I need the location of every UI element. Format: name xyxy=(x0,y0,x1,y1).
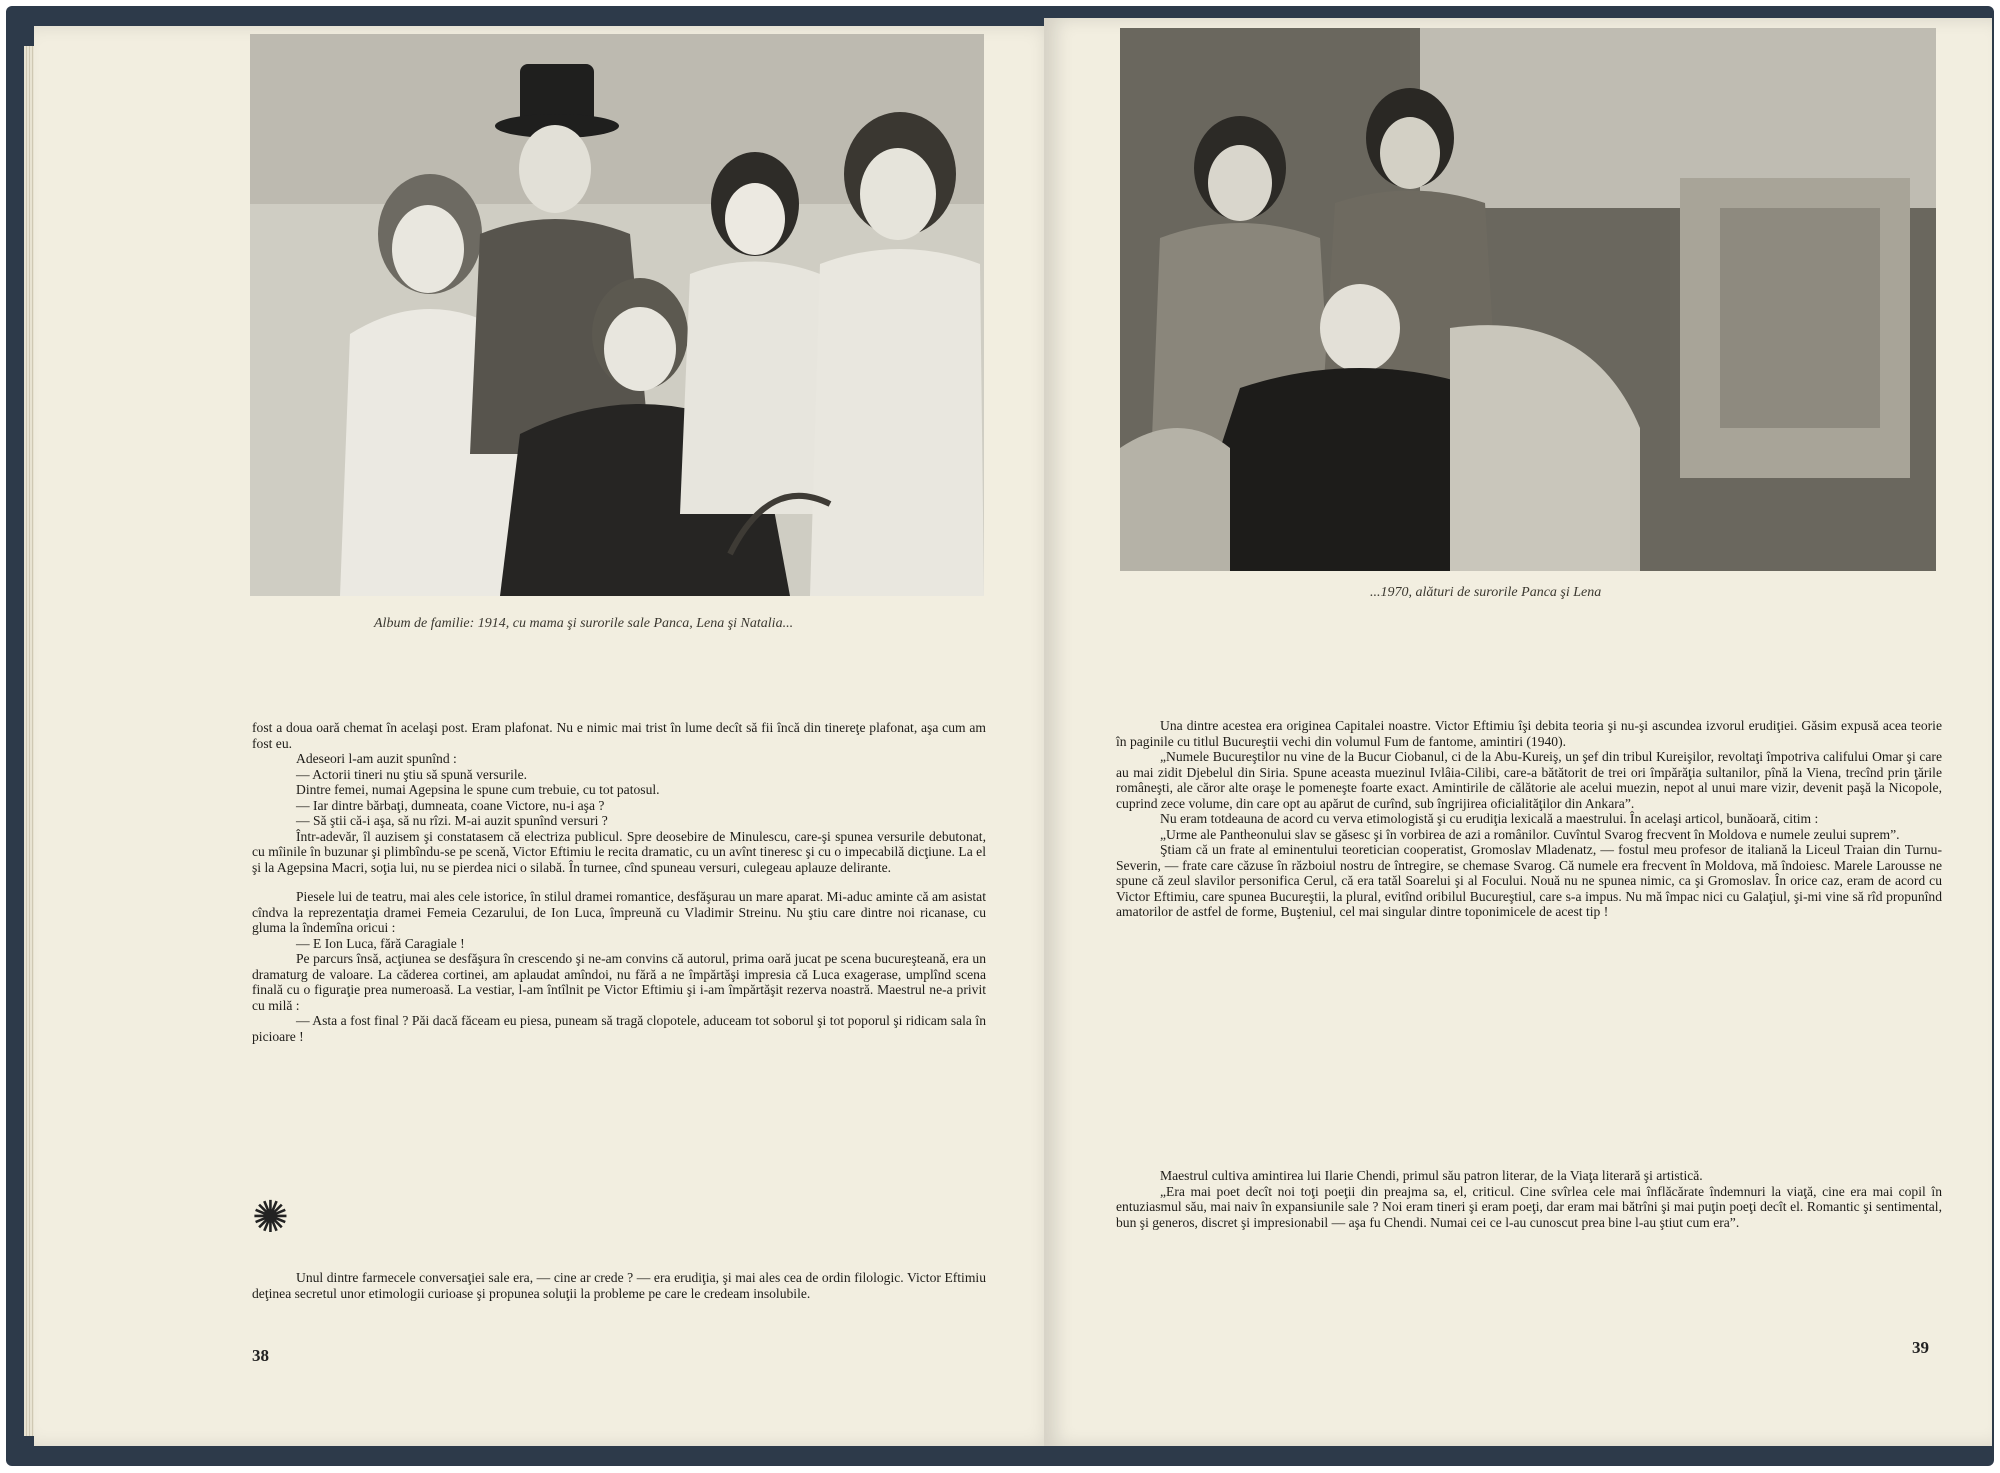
paragraph: „Urme ale Pantheonului slav se găsesc şi în vorbirea de azi a românilor. Cuvîntul Svarog frecvent în Moldova e numele zeului suprem”. xyxy=(1160,826,1900,842)
right-body-text xyxy=(1116,718,1942,920)
photo-figures xyxy=(1120,28,1936,571)
paragraph: — Asta a fost final ? Păi dacă făceam eu piesa, puneam să tragă clopotele, aduceam tot soborul şi tot poporul şi ridicam sala în picioare ! xyxy=(252,1013,986,1044)
photo-caption: Album de familie: 1914, cu mama şi surorile sale Panca, Lena şi Natalia... xyxy=(374,616,794,631)
left-page xyxy=(34,26,1057,1446)
family-photo-1970 xyxy=(1120,28,1936,571)
paragraph: Adeseori l-am auzit spunînd : xyxy=(296,751,457,766)
paragraph: Într-adevăr, îl auzisem şi constatasem că electriza publicul. Spre deosebire de Minulescu, care-şi spunea versurile debutonat, cu mîinile în buzunar şi plimbîndu-se pe scenă, Victor Eftimiu le recita dramatic, cu un avînt tineresc şi cu o impecabilă dicţiune. La el şi la Agepsina Macri, soţia lui, nu se pierdea nici o silabă. În turnee, cînd spuneau versuri, culegeau aplauze delirante. xyxy=(252,828,986,875)
paragraph: Dintre femei, numai Agepsina le spune cum trebuie, cu tot patosul. xyxy=(296,782,660,797)
paragraph: „Era mai poet decît noi toţi poeţii din preajma sa, el, criticul. Cine svîrlea cele mai înflăcărate îndemnuri la viaţă, cine era mai copil în entuziasmul său, mai naiv în expansiunile sale ? Noi eram tineri şi eram poeţi, dar eram mai bătrîni şi mai puţin poeţi decît el. Romantic şi sentimental, bun şi generos, discret şi impresionabil — aşa fu Chendi. Numai cei ce l-au cunoscut prea bine l-au ştiut cum era”. xyxy=(1116,1183,1942,1230)
paragraph: Piesele lui de teatru, mai ales cele istorice, în stilul dramei romantice, desfăşurau un mare aparat. Mi-aduc aminte că am asistat cîndva la reprezentaţia dramei Femeia Cezarului, de Ion Luca, împreună cu Vladimir Streinu. Nu ştiu care dintre noi ricanase, cu gluma la îndemîna oricui : xyxy=(252,889,986,935)
paragraph: Unul dintre farmecele conversaţiei sale era, — cine ar crede ? — era erudiţia, şi mai ales cea de ordin filologic. Victor Eftimiu deţinea secretul unor etimologii curioase şi propunea soluţii la probleme pe care le credeam insolubile. xyxy=(252,1270,986,1301)
right-body-text-2 xyxy=(1116,1168,1942,1230)
paragraph: — Actorii tineri nu ştiu să spună versurile. xyxy=(296,766,528,782)
paragraph: — Să ştii că-i aşa, să nu rîzi. M-ai auzit spunînd versuri ? xyxy=(296,813,608,828)
paragraph: — Iar dintre bărbaţi, dumneata, coane Victore, nu-i aşa ? xyxy=(296,797,605,813)
right-page xyxy=(1044,18,1992,1446)
paragraph: — E Ion Luca, fără Caragiale ! xyxy=(296,935,465,951)
family-photo-1914 xyxy=(250,34,984,596)
paragraph: Maestrul cultiva amintirea lui Ilarie Chendi, primul său patron literar, de la Viaţa literară şi artistică. xyxy=(1160,1168,1703,1183)
left-body-text-2 xyxy=(252,1270,986,1301)
section-ornament-icon: ✺ xyxy=(252,1193,289,1242)
paragraph: fost a doua oară chemat în acelaşi post. Eram plafonat. Nu e nimic mai trist în lume decît să fii încă din tinereţe plafonat, aşa cum am fost eu. xyxy=(252,720,986,751)
paragraph: Una dintre acestea era originea Capitalei noastre. Victor Eftimiu îşi debita teoria şi nu-şi ascundea izvorul erudiţiei. Găsim expusă acea teorie în paginile cu titlul Bucureştii vechi din volumul Fum de fantome, amintiri (1940). xyxy=(1116,718,1942,749)
paragraph: Pe parcurs însă, acţiunea se desfăşura în crescendo şi ne-am convins că autorul, prima oară jucat pe scena bucureşteană, era un dramaturg de valoare. La căderea cortinei, am aplaudat amîndoi, nu fără a ne împărtăşi impresia că Luca exagerase, umplînd scena finală cu o figuraţie prea numeroasă. La vestiar, l-am întîlnit pe Victor Eftimiu şi i-am împărtăşit rezerva noastră. Maestrul ne-a privit cu milă : xyxy=(252,951,986,1013)
photo-caption: ...1970, alături de surorile Panca şi Lena xyxy=(1370,585,1602,600)
paragraph: Nu eram totdeauna de acord cu verva etimologistă şi cu erudiţia lexicală a maestrului. În acelaşi articol, bunăoară, citim : xyxy=(1160,811,1819,826)
photo-figures xyxy=(250,34,984,596)
page-number: 38 xyxy=(252,1346,269,1365)
left-body-text xyxy=(252,720,986,1044)
open-book xyxy=(6,6,1994,1466)
paragraph: Ştiam că un frate al eminentului teoretician cooperatist, Gromoslav Mladenatz, — fostul meu profesor de italiană la Liceul Traian din Turnu-Severin, — frate care căzuse în războiul nostru de întregire, se chemase Svarog. Că numele era frecvent în Moldova, mă îndoiesc. Marele Larousse ne spune că zeul slavilor personifica Cerul, că era tatăl Soarelui şi al Focului. Nouă nu ne spunea nimic, ca şi Gromoslav. În orice caz, eram de acord cu Victor Eftimiu, care spunea Bucureştii, la plural, evitînd oribilul Bucureştiul, care s-a impus. Nu mă împac nici cu Galaţiul, şi-mi vine să rîd propunînd amatorilor de astfel de forme, Buşteniul, cel mai singular dintre toponimicele de acest tip ! xyxy=(1116,842,1942,919)
paragraph: „Numele Bucureştilor nu vine de la Bucur Ciobanul, ci de la Abu-Kureiş, un şef din tribul Kureişilor, revoltaţi împotriva califului Omar şi care au mai zidit Djebelul din Siria. Spune aceasta muezinul Ivlâia-Cilibi, care-a bătătorit de trei ori împărăţia sultanilor, pînă la Viena, trecînd prin ţările româneşti, ale căror alte oraşe le pomeneşte foarte exact. Amintirile de călătorie ale acelui muezin, nepot al unui mare vizir, devenit paşă la Nicopole, cuprind zece volume, din care opt au apărut de curînd, sub îngrijirea oficialităţilor din Ankara”. xyxy=(1116,749,1942,811)
page-number: 39 xyxy=(1912,1338,1929,1357)
